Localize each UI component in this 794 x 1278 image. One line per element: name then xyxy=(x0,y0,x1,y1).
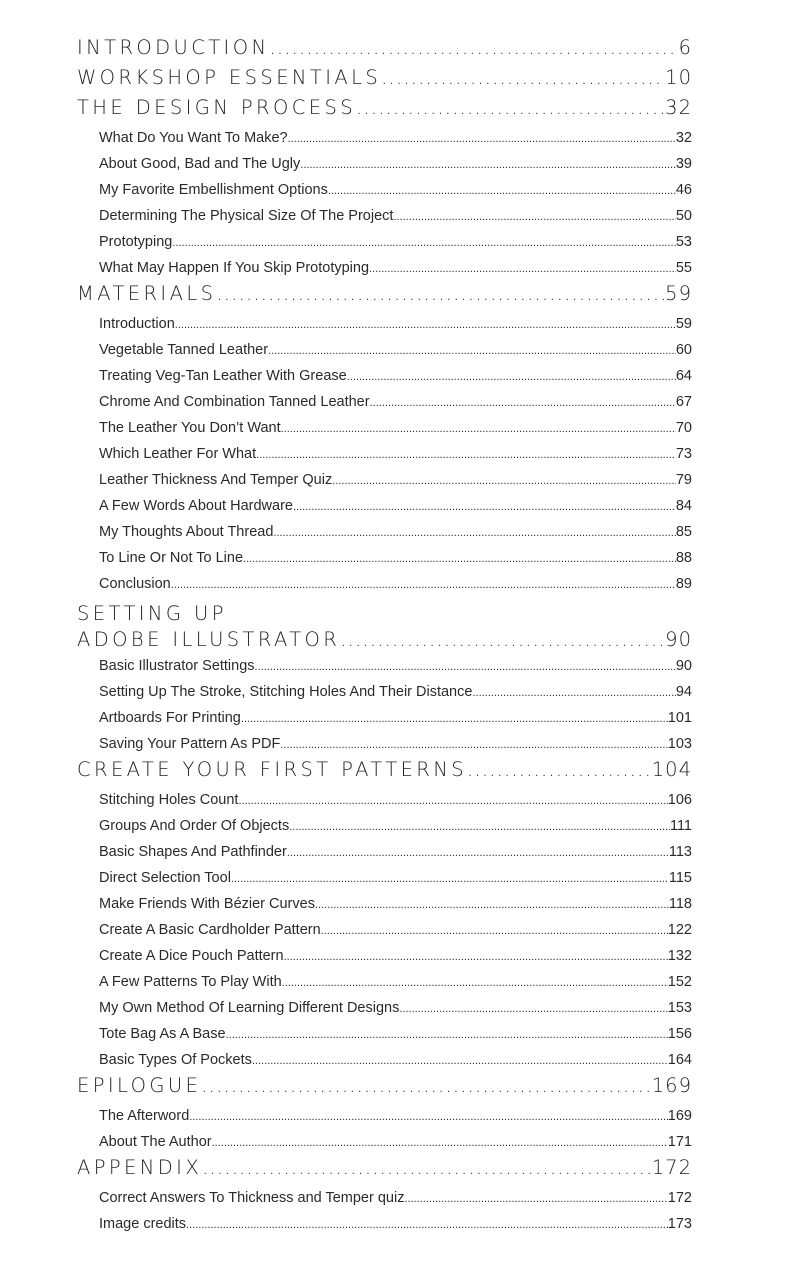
section-title: Vegetable Tanned Leather xyxy=(99,342,269,358)
dot-leader xyxy=(189,1104,668,1129)
chapter-page: 104 xyxy=(651,758,692,781)
chapter-design-process xyxy=(77,95,692,125)
section-page: 67 xyxy=(675,394,692,410)
dot-leader xyxy=(212,1130,668,1155)
section-page: 50 xyxy=(675,208,692,224)
dot-leader xyxy=(238,788,667,813)
section-page: 89 xyxy=(675,576,692,592)
section-entry xyxy=(77,493,692,519)
chapter-title: MATERIALS xyxy=(77,282,217,305)
section-page: 64 xyxy=(675,368,692,384)
section-title: Chrome And Combination Tanned Leather xyxy=(99,394,370,410)
chapter-title: ADOBE ILLUSTRATOR xyxy=(77,628,341,651)
section-entry xyxy=(77,363,692,389)
section-title: Setting Up The Stroke, Stitching Holes And Their Distance xyxy=(99,684,473,700)
dot-leader xyxy=(289,814,670,839)
section-page: 53 xyxy=(675,234,692,250)
dot-leader xyxy=(255,654,676,679)
chapter-title-row xyxy=(77,627,692,653)
section-entry xyxy=(77,731,692,757)
dot-leader xyxy=(252,1048,668,1073)
section-title: A Few Words About Hardware xyxy=(99,498,293,514)
chapter-title: WORKSHOP ESSENTIALS xyxy=(77,66,382,89)
section-title: Basic Illustrator Settings xyxy=(99,658,255,674)
section-entry xyxy=(77,1047,692,1073)
section-title: Leather Thickness And Temper Quiz xyxy=(99,472,333,488)
dot-leader xyxy=(328,178,676,203)
section-entry xyxy=(77,151,692,177)
section-entry xyxy=(77,125,692,151)
dot-leader xyxy=(256,442,676,467)
dot-leader xyxy=(243,546,676,571)
section-page: 171 xyxy=(667,1134,692,1150)
chapter-page: 32 xyxy=(665,96,692,119)
section-page: 90 xyxy=(675,658,692,674)
section-entry xyxy=(77,839,692,865)
dot-leader xyxy=(280,732,667,757)
section-page: 39 xyxy=(675,156,692,172)
dot-leader xyxy=(172,230,676,255)
section-entry xyxy=(77,311,692,337)
dot-leader xyxy=(288,126,676,151)
section-title: Groups And Order Of Objects xyxy=(99,818,290,834)
dot-leader xyxy=(216,281,665,307)
chapter-workshop-essentials xyxy=(77,65,692,95)
dot-leader xyxy=(268,338,676,363)
section-page: 73 xyxy=(675,446,692,462)
section-page: 173 xyxy=(667,1216,692,1232)
chapter-materials xyxy=(77,281,692,311)
dot-leader xyxy=(201,1073,652,1099)
section-title: About Good, Bad and The Ugly xyxy=(99,156,301,172)
chapter-title: CREATE YOUR FIRST PATTERNS xyxy=(77,758,468,781)
dot-leader xyxy=(467,757,652,783)
section-entry xyxy=(77,203,692,229)
section-title: Basic Shapes And Pathfinder xyxy=(99,844,287,860)
section-entry xyxy=(77,705,692,731)
section-entry xyxy=(77,255,692,281)
section-title: Conclusion xyxy=(99,576,171,592)
section-title: Artboards For Printing xyxy=(99,710,241,726)
section-title: Image credits xyxy=(99,1216,187,1232)
dot-leader xyxy=(347,364,676,389)
dot-leader xyxy=(332,468,676,493)
section-title: Basic Types Of Pockets xyxy=(99,1052,252,1068)
chapter-title-line1: SETTING UP xyxy=(77,602,227,625)
section-page: 132 xyxy=(667,948,692,964)
dot-leader xyxy=(231,866,669,891)
section-page: 169 xyxy=(667,1108,692,1124)
section-title: Introduction xyxy=(99,316,175,332)
chapter-page: 10 xyxy=(665,66,692,89)
section-page: 59 xyxy=(675,316,692,332)
section-entry xyxy=(77,1103,692,1129)
chapter-epilogue xyxy=(77,1073,692,1103)
section-entry xyxy=(77,415,692,441)
section-entry xyxy=(77,995,692,1021)
section-page: 122 xyxy=(667,922,692,938)
section-page: 46 xyxy=(675,182,692,198)
chapter-page: 169 xyxy=(651,1074,692,1097)
section-page: 94 xyxy=(675,684,692,700)
dot-leader xyxy=(315,892,669,917)
section-title: Tote Bag As A Base xyxy=(99,1026,226,1042)
dot-leader xyxy=(321,918,668,943)
chapter-appendix xyxy=(77,1155,692,1185)
dot-leader xyxy=(472,680,675,705)
section-title: Correct Answers To Thickness and Temper quiz xyxy=(99,1190,405,1206)
dot-leader xyxy=(340,627,665,653)
section-entry xyxy=(77,969,692,995)
chapter-title: APPENDIX xyxy=(77,1156,203,1179)
section-title: My Thoughts About Thread xyxy=(99,524,274,540)
section-title: Saving Your Pattern As PDF xyxy=(99,736,281,752)
section-page: 84 xyxy=(675,498,692,514)
section-title: About The Author xyxy=(99,1134,212,1150)
section-page: 156 xyxy=(667,1026,692,1042)
dot-leader xyxy=(241,706,668,731)
dot-leader xyxy=(273,520,675,545)
section-page: 111 xyxy=(669,818,692,834)
section-entry xyxy=(77,787,692,813)
section-entry xyxy=(77,865,692,891)
section-page: 106 xyxy=(667,792,692,808)
section-entry xyxy=(77,229,692,255)
section-entry xyxy=(77,891,692,917)
section-entry xyxy=(77,679,692,705)
section-title: To Line Or Not To Line xyxy=(99,550,244,566)
section-entry xyxy=(77,1129,692,1155)
dot-leader xyxy=(404,1186,667,1211)
section-page: 60 xyxy=(675,342,692,358)
chapter-page: 59 xyxy=(665,282,692,305)
chapter-title: INTRODUCTION xyxy=(77,36,270,59)
dot-leader xyxy=(269,35,678,61)
dot-leader xyxy=(281,416,676,441)
section-page: 55 xyxy=(675,260,692,276)
table-of-contents xyxy=(77,35,692,1237)
section-entry xyxy=(77,1185,692,1211)
dot-leader xyxy=(369,256,676,281)
dot-leader xyxy=(226,1022,668,1047)
section-entry xyxy=(77,943,692,969)
section-title: Determining The Physical Size Of The Project xyxy=(99,208,394,224)
dot-leader xyxy=(186,1212,668,1237)
section-title: My Own Method Of Learning Different Designs xyxy=(99,1000,400,1016)
section-title: Create A Dice Pouch Pattern xyxy=(99,948,284,964)
section-page: 152 xyxy=(667,974,692,990)
dot-leader xyxy=(293,494,676,519)
dot-leader xyxy=(282,970,668,995)
section-page: 164 xyxy=(667,1052,692,1068)
section-page: 88 xyxy=(675,550,692,566)
section-entry xyxy=(77,177,692,203)
section-entry xyxy=(77,571,692,597)
chapter-title: THE DESIGN PROCESS xyxy=(77,96,357,119)
dot-leader xyxy=(393,204,675,229)
section-entry xyxy=(77,441,692,467)
section-page: 85 xyxy=(675,524,692,540)
section-page: 113 xyxy=(668,844,692,860)
section-entry xyxy=(77,467,692,493)
section-entry xyxy=(77,917,692,943)
chapter-introduction xyxy=(77,35,692,65)
section-entry xyxy=(77,1021,692,1047)
section-entry xyxy=(77,389,692,415)
section-title: Prototyping xyxy=(99,234,173,250)
chapter-page: 90 xyxy=(665,628,692,651)
section-entry xyxy=(77,519,692,545)
section-title: What May Happen If You Skip Prototyping xyxy=(99,260,370,276)
section-page: 153 xyxy=(667,1000,692,1016)
section-entry xyxy=(77,1211,692,1237)
dot-leader xyxy=(399,996,667,1021)
section-title: Create A Basic Cardholder Pattern xyxy=(99,922,321,938)
section-entry xyxy=(77,337,692,363)
dot-leader xyxy=(287,840,669,865)
section-page: 79 xyxy=(675,472,692,488)
section-page: 70 xyxy=(675,420,692,436)
section-page: 103 xyxy=(667,736,692,752)
dot-leader xyxy=(202,1155,652,1181)
section-title: Direct Selection Tool xyxy=(99,870,231,886)
section-title: Make Friends With Bézier Curves xyxy=(99,896,315,912)
dot-leader xyxy=(370,390,676,415)
dot-leader xyxy=(356,95,665,121)
section-title: The Leather You Don’t Want xyxy=(99,420,281,436)
chapter-title: EPILOGUE xyxy=(77,1074,202,1097)
dot-leader xyxy=(300,152,676,177)
chapter-page: 6 xyxy=(678,36,692,59)
dot-leader xyxy=(175,312,676,337)
section-entry xyxy=(77,813,692,839)
section-page: 101 xyxy=(667,710,692,726)
chapter-page: 172 xyxy=(651,1156,692,1179)
section-title: Stitching Holes Count xyxy=(99,792,239,808)
section-title: The Afterword xyxy=(99,1108,190,1124)
chapter-first-patterns xyxy=(77,757,692,787)
section-page: 172 xyxy=(667,1190,692,1206)
dot-leader xyxy=(381,65,665,91)
section-page: 118 xyxy=(668,896,692,912)
section-title: A Few Patterns To Play With xyxy=(99,974,282,990)
chapter-adobe-illustrator xyxy=(77,601,692,653)
section-title: What Do You Want To Make? xyxy=(99,130,288,146)
dot-leader xyxy=(171,572,676,597)
section-title: My Favorite Embellishment Options xyxy=(99,182,328,198)
section-title: Treating Veg-Tan Leather With Grease xyxy=(99,368,347,384)
section-entry xyxy=(77,545,692,571)
section-page: 115 xyxy=(668,870,692,886)
section-page: 32 xyxy=(675,130,692,146)
section-title: Which Leather For What xyxy=(99,446,257,462)
section-entry xyxy=(77,653,692,679)
dot-leader xyxy=(284,944,668,969)
